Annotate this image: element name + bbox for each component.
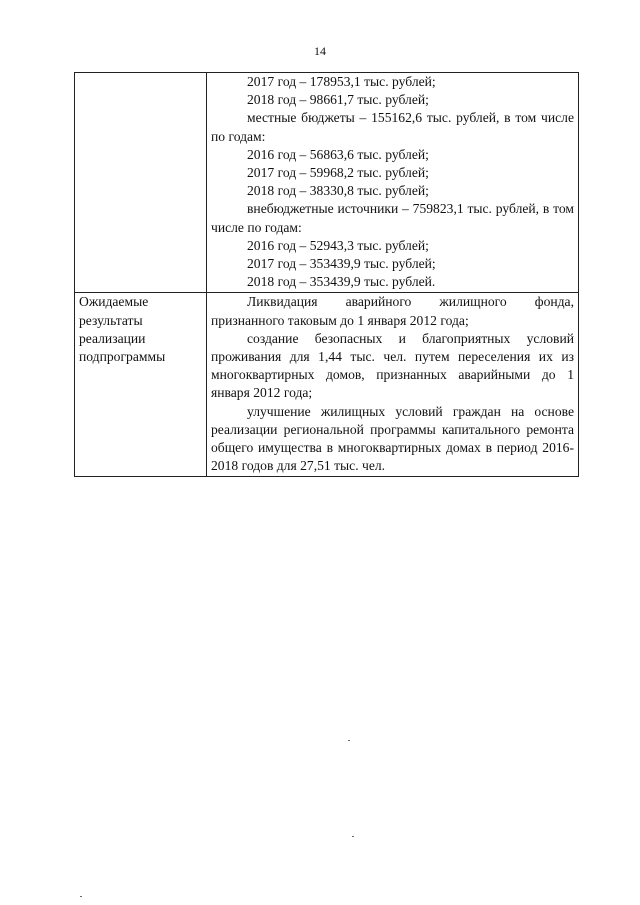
table-row: [75, 293, 579, 477]
funding-line: 2018 год – 38330,8 тыс. рублей;: [247, 183, 429, 199]
scan-speck: [348, 740, 350, 741]
label-line: результаты: [79, 312, 143, 328]
label-line: реализации: [79, 330, 146, 346]
subprogram-passport-table: [74, 72, 579, 477]
funding-line: 2017 год – 178953,1 тыс. рублей;: [247, 74, 436, 89]
page-number: 14: [314, 44, 326, 58]
scan-speck: [80, 896, 82, 897]
funding-line: 2017 год – 353439,9 тыс. рублей;: [247, 256, 436, 272]
label-line: Ожидаемые: [79, 294, 149, 310]
scan-speck: [352, 836, 354, 837]
expected-results-cell: [207, 293, 579, 477]
funding-line: 2017 год – 59968,2 тыс. рублей;: [247, 165, 429, 181]
table-row: [75, 73, 579, 293]
funding-line: 2016 год – 56863,6 тыс. рублей;: [247, 146, 429, 162]
result-paragraph: создание безопасных и благоприятных условий проживания для 1,44 тыс. чел. путем переселения их из многоквартирных домов, признанных аварийными до 1 января 2012 года;: [211, 330, 574, 401]
label-line: подпрограммы: [79, 349, 166, 365]
result-paragraph: улучшение жилищных условий граждан на основе реализации региональной программы капитального ремонта общего имущества в многоквартирных домах в период 2016-2018 годов для 27,51 тыс. чел.: [211, 403, 574, 474]
expected-results-label: [75, 293, 207, 477]
result-paragraph: Ликвидация аварийного жилищного фонда, признанного таковым до 1 января 2012 года;: [211, 294, 574, 328]
funding-line: внебюджетные источники – 759823,1 тыс. рублей, в том числе по годам:: [211, 201, 574, 235]
funding-line: 2018 год – 353439,9 тыс. рублей.: [247, 274, 436, 290]
funding-line: местные бюджеты – 155162,6 тыс. рублей, в том числе по годам:: [211, 110, 574, 144]
funding-line: 2016 год – 52943,3 тыс. рублей;: [247, 237, 429, 253]
funding-details-cell: [207, 73, 579, 293]
row-label-cell: [75, 73, 207, 293]
funding-line: 2018 год – 98661,7 тыс. рублей;: [247, 92, 429, 108]
